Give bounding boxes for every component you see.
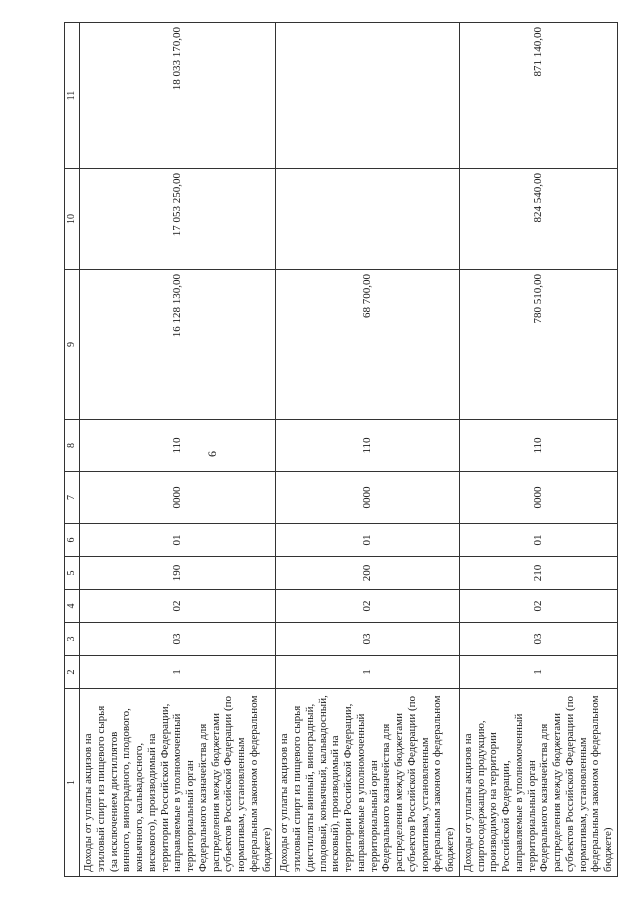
header-cell: 9 xyxy=(65,270,80,420)
code-cell: 01 xyxy=(459,524,617,557)
amount-cell: 17 053 250,00 xyxy=(80,169,276,270)
header-cell: 4 xyxy=(65,590,80,623)
table-row xyxy=(459,23,617,877)
column-number-header xyxy=(65,23,80,877)
rotated-table-wrapper xyxy=(64,23,614,877)
amount-cell: 824 540,00 xyxy=(459,169,617,270)
amount-cell xyxy=(276,169,460,270)
code-cell: 0000 xyxy=(80,472,276,524)
row-description: Доходы от уплаты акцизов на этиловый спирт из пищевого сырья (дистилляты винный, виноградный, плодовый, коньячный, кальвадосный, висковый), производимый на территории Российской Федерации, направляемые в уполномоченный территориальный орган Федерального казначейства для распределения между бюджетами субъектов Российской Федерации (по нормативам, установленным федеральным законом о федеральном бюджете) xyxy=(276,689,460,877)
row-description: Доходы от уплаты акцизов на спиртосодержащую продукцию, производимую на территории Российской Федерации, направляемые в уполномоченный территориальный орган Федерального казначейства для распределения между бюджетами субъектов Российской Федерации (по нормативам, установленным федеральным законом о федеральном бюджете) xyxy=(459,689,617,877)
header-cell: 2 xyxy=(65,656,80,689)
revenue-table xyxy=(64,22,618,877)
code-cell: 01 xyxy=(276,524,460,557)
table-row xyxy=(80,23,276,877)
header-cell: 10 xyxy=(65,169,80,270)
amount-cell: 18 033 170,00 xyxy=(80,23,276,169)
table-row xyxy=(276,23,460,877)
code-cell: 02 xyxy=(276,590,460,623)
header-cell: 7 xyxy=(65,472,80,524)
code-cell: 03 xyxy=(276,623,460,656)
code-cell: 02 xyxy=(80,590,276,623)
amount-cell: 871 140,00 xyxy=(459,23,617,169)
code-cell: 200 xyxy=(276,557,460,590)
amount-cell: 780 510,00 xyxy=(459,270,617,420)
page-number: 6 xyxy=(205,451,219,457)
code-cell: 0000 xyxy=(459,472,617,524)
code-cell: 01 xyxy=(80,524,276,557)
code-cell: 03 xyxy=(459,623,617,656)
header-cell: 1 xyxy=(65,689,80,877)
header-cell: 6 xyxy=(65,524,80,557)
header-cell: 8 xyxy=(65,420,80,472)
code-cell: 03 xyxy=(80,623,276,656)
code-cell: 210 xyxy=(459,557,617,590)
header-cell: 5 xyxy=(65,557,80,590)
header-cell: 11 xyxy=(65,23,80,169)
code-cell: 110 xyxy=(276,420,460,472)
amount-cell: 68 700,00 xyxy=(276,270,460,420)
row-description: Доходы от уплаты акцизов на этиловый спирт из пищевого сырья (за исключением дистиллятов винного, виноградного, плодового, коньячного, кальвадосного, вискового), производимый на территории Российской Федерации, направляемые в уполномоченный территориальный орган Федерального казначейства для распределения между бюджетами субъектов Российской Федерации (по нормативам, установленным федеральным законом о федеральном бюджете) xyxy=(80,689,276,877)
header-cell: 3 xyxy=(65,623,80,656)
amount-cell: 16 128 130,00 xyxy=(80,270,276,420)
code-cell: 190 xyxy=(80,557,276,590)
code-cell: 110 xyxy=(80,420,276,472)
code-cell: 0000 xyxy=(276,472,460,524)
code-cell: 02 xyxy=(459,590,617,623)
code-cell: 110 xyxy=(459,420,617,472)
code-cell: 1 xyxy=(80,656,276,689)
amount-cell xyxy=(276,23,460,169)
code-cell: 1 xyxy=(276,656,460,689)
code-cell: 1 xyxy=(459,656,617,689)
